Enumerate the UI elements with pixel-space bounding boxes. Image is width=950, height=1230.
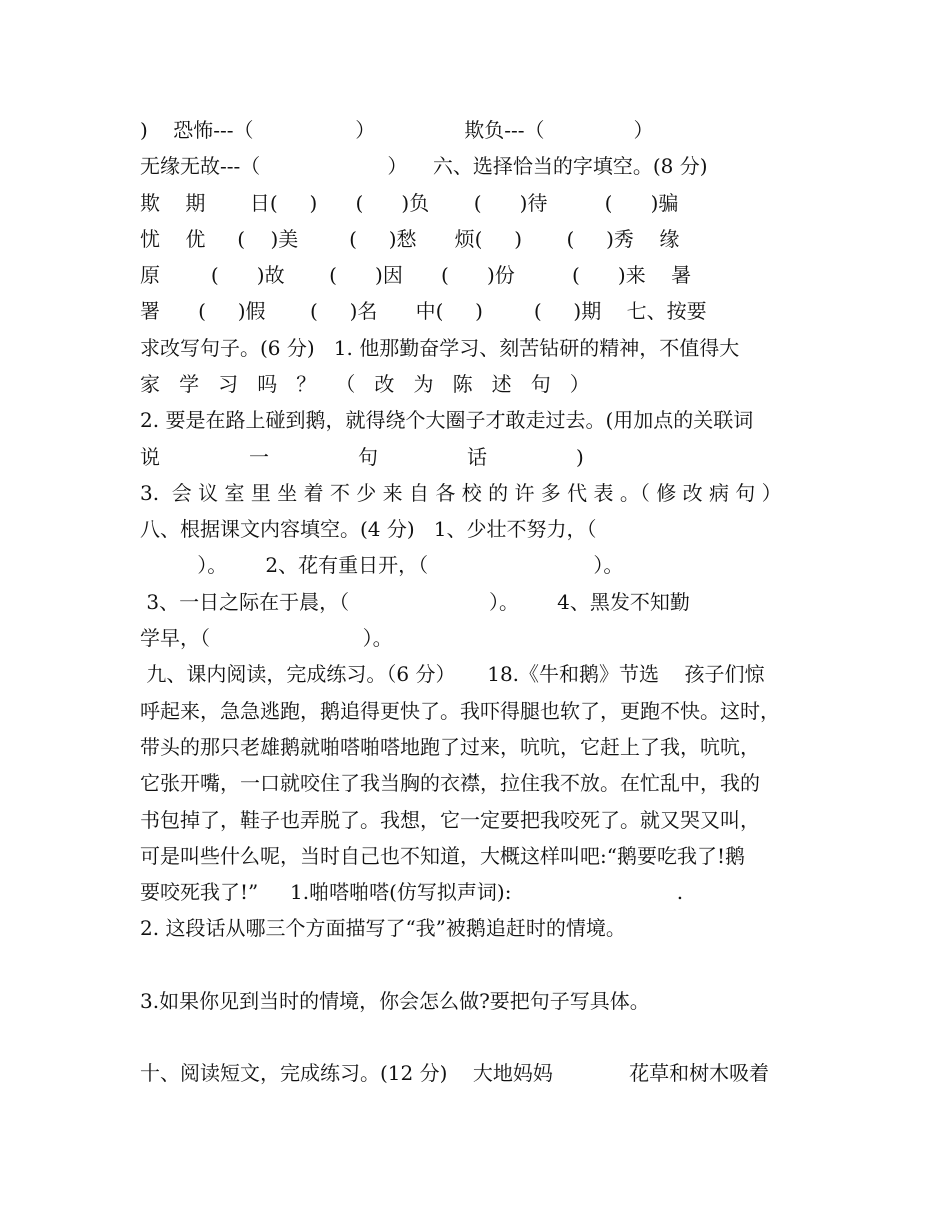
text-line: 无缘无故---（ ） 六、选择恰当的字填空。(8 分) <box>140 154 708 178</box>
text-line: 八、根据课文内容填空。(4 分) 1、少壮不努力，（ <box>140 517 597 541</box>
text-line: 3.如果你见到当时的情境，你会怎么做?要把句子写具体。 <box>140 989 650 1013</box>
text-line: 署 ( )假 ( )名 中( ) ( )期 七、按要 <box>140 299 707 323</box>
text-line: 说 一 句 话 ) <box>140 445 584 469</box>
text-line: 带头的那只老雄鹅就啪嗒啪嗒地跑了过来，吭吭，它赶上了我，吭吭， <box>140 735 760 759</box>
text-line: 原 ( )故 ( )因 ( )份 ( )来 暑 <box>140 263 692 287</box>
text-line: 学早，（ ）。 <box>140 626 393 650</box>
text-line: 书包掉了，鞋子也弄脱了。我想，它一定要把我咬死了。就又哭又叫， <box>140 808 760 832</box>
text-line: 2. 要是在路上碰到鹅，就得绕个大圈子才敢走过去。(用加点的关联词 <box>140 408 754 432</box>
text-line: 十、阅读短文，完成练习。(12 分) 大地妈妈 花草和树木吸着 <box>140 1061 770 1085</box>
text-line: 欺 期 日( ) ( )负 ( )待 ( )骗 <box>140 191 679 215</box>
text-line: ）。 2、花有重日开，（ ）。 <box>140 553 624 577</box>
text-line: 2. 这段话从哪三个方面描写了“我”被鹅追赶时的情境。 <box>140 916 626 940</box>
text-line: 呼起来，急急逃跑，鹅追得更快了。我吓得腿也软了，更跑不快。这时， <box>140 699 780 723</box>
text-line: 要咬死我了!” 1.啪嗒啪嗒(仿写拟声词): . <box>140 880 684 904</box>
text-line: 它张开嘴，一口就咬住了我当胸的衣襟，拉住我不放。在忙乱中，我的 <box>140 771 760 795</box>
text-line: 3、一日之际在于晨，（ ）。 4、黑发不知勤 <box>140 590 690 614</box>
text-line: 九、课内阅读，完成练习。（6 分） 18.《牛和鹅》节选 孩子们惊 <box>140 662 765 686</box>
text-line: 可是叫些什么呢，当时自己也不知道，大概这样叫吧:“鹅要吃我了!鹅 <box>140 844 745 868</box>
text-line: 求改写句子。(6 分) 1. 他那勤奋学习、刻苦钻研的精神，不值得大 <box>140 336 740 360</box>
text-line: 忧 优 ( )美 ( )愁 烦( ) ( )秀 缘 <box>140 227 680 251</box>
text-line: 家 学 习 吗 ？ （ 改 为 陈 述 句 ） <box>140 372 590 396</box>
text-line: 3. 会 议 室 里 坐 着 不 少 来 自 各 校 的 许 多 代 表 。（ 修 改 病 句 ） <box>140 481 782 505</box>
text-line: ) 恐怖---（ ） 欺负---（ ） <box>140 118 654 142</box>
